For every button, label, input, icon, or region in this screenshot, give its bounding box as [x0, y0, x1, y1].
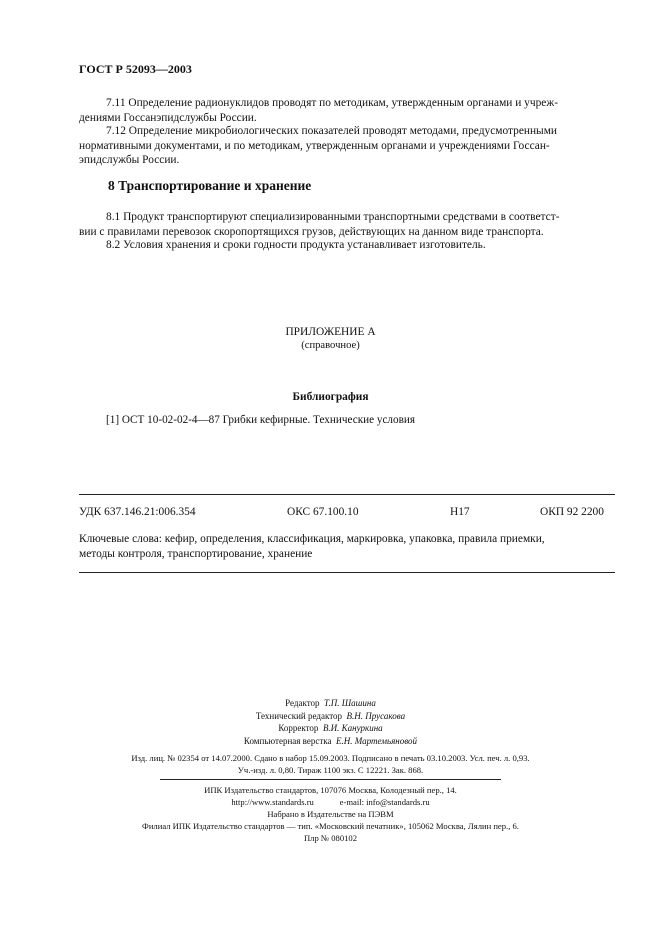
publisher-branch: Филиал ИПК Издательство стандартов — тип. «Московский печатник», 105062 Москва, Лялин пер., 6.: [142, 821, 519, 831]
publisher-address: ИПК Издательство стандартов, 107076 Москва, Колодезный пер., 14.: [204, 785, 457, 795]
credit-editor: Редактор Т.П. Шашина: [285, 698, 376, 708]
appendix-subtitle: (справочное): [301, 340, 360, 351]
divider-top: [79, 494, 615, 495]
imprint-line: Уч.-изд. л. 0,80. Тираж 1100 экз. С 12221. Зак. 868.: [237, 765, 424, 775]
paragraph-line: эпидслужбы России.: [79, 154, 180, 166]
divider-bottom: [79, 572, 615, 573]
keywords: [79, 532, 615, 561]
paragraph-line: 8.2 Условия хранения и сроки годности продукта устанавливает изготовитель.: [106, 239, 486, 251]
okp-code: ОКП 92 2200: [540, 506, 604, 518]
bibliography-title: Библиография: [292, 391, 369, 403]
publisher-license: Плр № 080102: [303, 833, 358, 843]
classification-codes: [0, 506, 661, 522]
credit-layout: Компьютерная верстка Е.Н. Мартемьяновой: [243, 735, 418, 746]
publisher-contacts: [0, 796, 661, 808]
editorial-credits: [0, 697, 661, 747]
paragraph-line: нормативными документами, и по методикам, утвержденным органами и учреждениями Госсан-: [79, 139, 550, 152]
n-code: Н17: [450, 506, 470, 518]
paragraph-7-11: [79, 96, 615, 125]
udk-code: УДК 637.146.21:006.354: [79, 506, 196, 518]
publisher-typeset: Набрано в Издательстве на ПЭВМ: [267, 809, 394, 819]
oks-code: ОКС 67.100.10: [287, 506, 359, 518]
paragraph-7-12: [79, 124, 615, 168]
paragraph-8-2: [79, 238, 615, 253]
paragraph-line: вии с правилами перевозок скоропортящихся грузов, действующих на данном виде транспорта.: [79, 225, 544, 238]
imprint-line: Изд. лиц. № 02354 от 14.07.2000. Сдано в набор 15.09.2003. Подписано в печать 03.10.2003. Усл. печ. л. 0,93.: [131, 753, 530, 763]
paragraph-8-1: [79, 210, 615, 239]
keywords-line: Ключевые слова: кефир, определения, классификация, маркировка, упаковка, правила приемки,: [79, 533, 545, 545]
appendix-title: ПРИЛОЖЕНИЕ А: [285, 326, 376, 338]
paragraph-line: 7.11 Определение радионуклидов проводят по методикам, утвержденным органами и учреж-: [106, 97, 559, 109]
section-8-title: 8 Транспортирование и хранение: [108, 178, 312, 193]
paragraph-line: дениями Госсанэпидслужбы России.: [79, 111, 257, 124]
divider-imprint: [160, 779, 501, 780]
bibliography-item: [1] ОСТ 10-02-02-4—87 Грибки кефирные. Технические условия: [106, 414, 416, 426]
credit-tech-editor: Технический редактор В.Н. Прусакова: [255, 710, 406, 721]
paragraph-line: 7.12 Определение микробиологических показателей проводят методами, предусмотренными: [106, 125, 558, 137]
publisher-url[interactable]: http://www.standards.ru: [231, 797, 314, 807]
publisher-email[interactable]: e-mail: info@standards.ru: [339, 797, 430, 807]
standard-header: ГОСТ Р 52093—2003: [79, 62, 192, 76]
imprint-info: [0, 752, 661, 776]
credit-corrector: Корректор В.И. Кануркина: [278, 723, 383, 733]
publisher-info: [0, 784, 661, 844]
paragraph-line: 8.1 Продукт транспортируют специализированными транспортными средствами в соответст-: [106, 211, 560, 223]
keywords-line: методы контроля, транспортирование, хранение: [79, 547, 313, 560]
